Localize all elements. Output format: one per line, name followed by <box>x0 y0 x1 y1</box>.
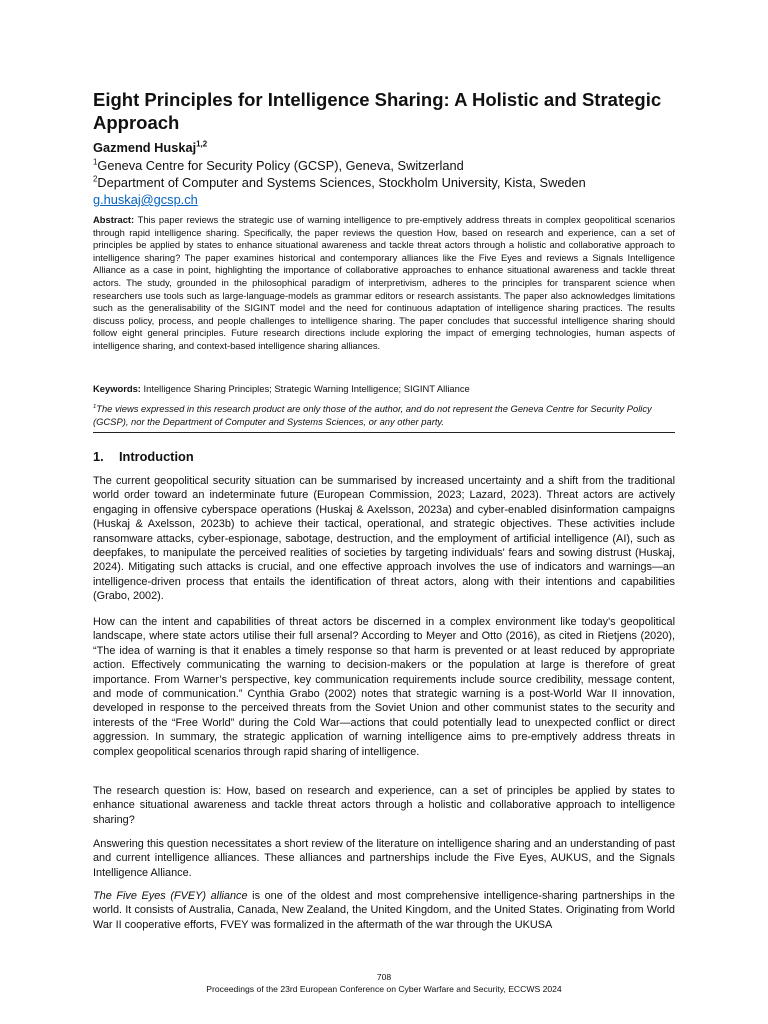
body-paragraph-2: How can the intent and capabilities of threat actors be discerned in a complex environment like today's geopolitical landscape, where state actors utilise their full arsenal? According to Meyer and Otto (2016), as cited in Rietjens (2020), “The idea of warning is that it enables a timely response so that harm is prevented or at least reduced by appropriate action. Effectively communicating the warning to decision-makers or the population at large is therefore of great importance. From Warner’s perspective, key communication requirements include source credibility, message content, and mode of communication.” Cynthia Grabo (2002) notes that strategic warning is a post-World War II innovation, developed in response to the perceived threats from the Soviet Union and other communist states to the security and interests of the “Free World” during the Cold War—actions that could potentially lead to unexpected conflict or direct aggression. In summary, the strategic application of warning intelligence aims to pre-emptively address threats in complex geopolitical scenarios through rapid sharing of intelligence. <box>93 616 675 758</box>
affiliation-1-mark: 1 <box>93 157 98 167</box>
keywords <box>93 383 675 396</box>
author-affiliation-marks: 1,2 <box>196 139 208 149</box>
affiliation-2-text: Department of Computer and Systems Sciences, Stockholm University, Kista, Sweden <box>97 175 586 190</box>
affiliation-1 <box>93 158 464 174</box>
author-email-link[interactable]: g.huskaj@gcsp.ch <box>93 192 198 207</box>
paper-title: Eight Principles for Intelligence Sharing: A Holistic and Strategic Approach <box>93 89 662 133</box>
section-heading <box>93 449 194 465</box>
affiliation-2 <box>93 175 586 191</box>
abstract <box>93 214 675 353</box>
affiliation-2-mark: 2 <box>93 174 98 184</box>
section-number: 1. <box>93 449 104 464</box>
affiliation-1-text: Geneva Centre for Security Policy (GCSP), Geneva, Switzerland <box>97 158 464 173</box>
abstract-text: This paper reviews the strategic use of warning intelligence to pre-emptively address threats in complex geopolitical scenarios through rapid intelligence sharing. Specifically, the paper reviews the question How, based on research and experience, can a set of principles be applied by states to enhance situational awareness and tackle threat actors through a holistic and collaborative approach to intelligence sharing? The paper examines historical and contemporary alliances like the Five Eyes and reviews a Signals Intelligence Alliance as a case in point, highlighting the importance of collaborative approaches to enhance situational awareness and tackle threat actors. The study, grounded in the philosophical paradigm of interpretivism, adheres to the principles for transparent science when researchers use tools such as large-language-models as grammar editors or research assistants. The paper also acknowledges limitations such as the generalisability of the SIGINT model and the need for continuous adaptation of intelligence sharing practices. The results discuss policy, process, and people challenges to intelligence sharing. The paper concludes that successful intelligence sharing should follow eight general principles. Future research directions include exploring the impact of emerging technologies, human aspects of intelligence sharing, and context-based intelligence sharing alliances. <box>93 214 676 351</box>
section-divider <box>93 432 675 433</box>
author-name-text: Gazmend Huskaj <box>93 140 197 155</box>
body-paragraph-1: The current geopolitical security situation can be summarised by increased uncertainty and a shift from the traditional world order toward an indeterminate future (European Commission, 2023; Lazard, 2023). Threat actors are actively engaging in offensive cyberspace operations (Huskaj & Axelsson, 2023a) and cyber-enabled disinformation campaigns (Huskaj & Axelsson, 2023b) to achieve their tactical, operational, and strategic objectives. These activities include ransomware attacks, cyber-espionage, sabotage, destruction, and the employment of artificial intelligence (AI), such as deepfakes, to manipulate the perceived realities of societies by targeting individuals' fears and sowing distrust (Huskaj, 2024). Mitigating such attacks is crucial, and one effective approach involves the use of indicators and warnings—an intelligence-driven process that entails the identification of threat actors, along with their intentions and capabilities (Grabo, 2002). <box>93 475 675 603</box>
five-eyes-text: is one of the oldest and most comprehensive intelligence-sharing partnerships in the world. It consists of Australia, Canada, New Zealand, the United Kingdom, and the United States. Originating from World War II cooperative efforts, FVEY was formalized in the aftermath of the war through the UKUSA <box>93 890 675 931</box>
footnote-mark: 1 <box>93 403 97 410</box>
body-paragraph-4: Answering this question necessitates a short review of the literature on intelligence sharing and an understanding of past and current intelligence alliances. These alliances and partnerships include the Five Eyes, AUKUS, and the Signals Intelligence Alliance. <box>93 838 675 879</box>
body-paragraph-5 <box>93 889 675 932</box>
page-number: 708 <box>376 972 392 982</box>
abstract-label: Abstract: <box>93 214 135 225</box>
footnote-text: The views expressed in this research product are only those of the author, and do not represent the Geneva Centre for Security Policy (GCSP), nor the Department of Computer and Systems Sciences, or any other party. <box>93 403 652 427</box>
disclaimer-footnote <box>93 403 675 428</box>
proceedings-footer: Proceedings of the 23rd European Conference on Cyber Warfare and Security, ECCWS 2024 <box>206 984 562 994</box>
five-eyes-lead: The Five Eyes (FVEY) alliance <box>93 890 248 902</box>
keywords-text: Intelligence Sharing Principles; Strategic Warning Intelligence; SIGINT Alliance <box>143 383 470 394</box>
author-name <box>93 140 207 156</box>
keywords-label: Keywords: <box>93 383 141 394</box>
body-paragraph-3: The research question is: How, based on research and experience, can a set of principles be applied by states to enhance situational awareness and tackle threat actors through a holistic and collaborative approach to intelligence sharing? <box>93 785 675 826</box>
section-title: Introduction <box>119 449 194 464</box>
